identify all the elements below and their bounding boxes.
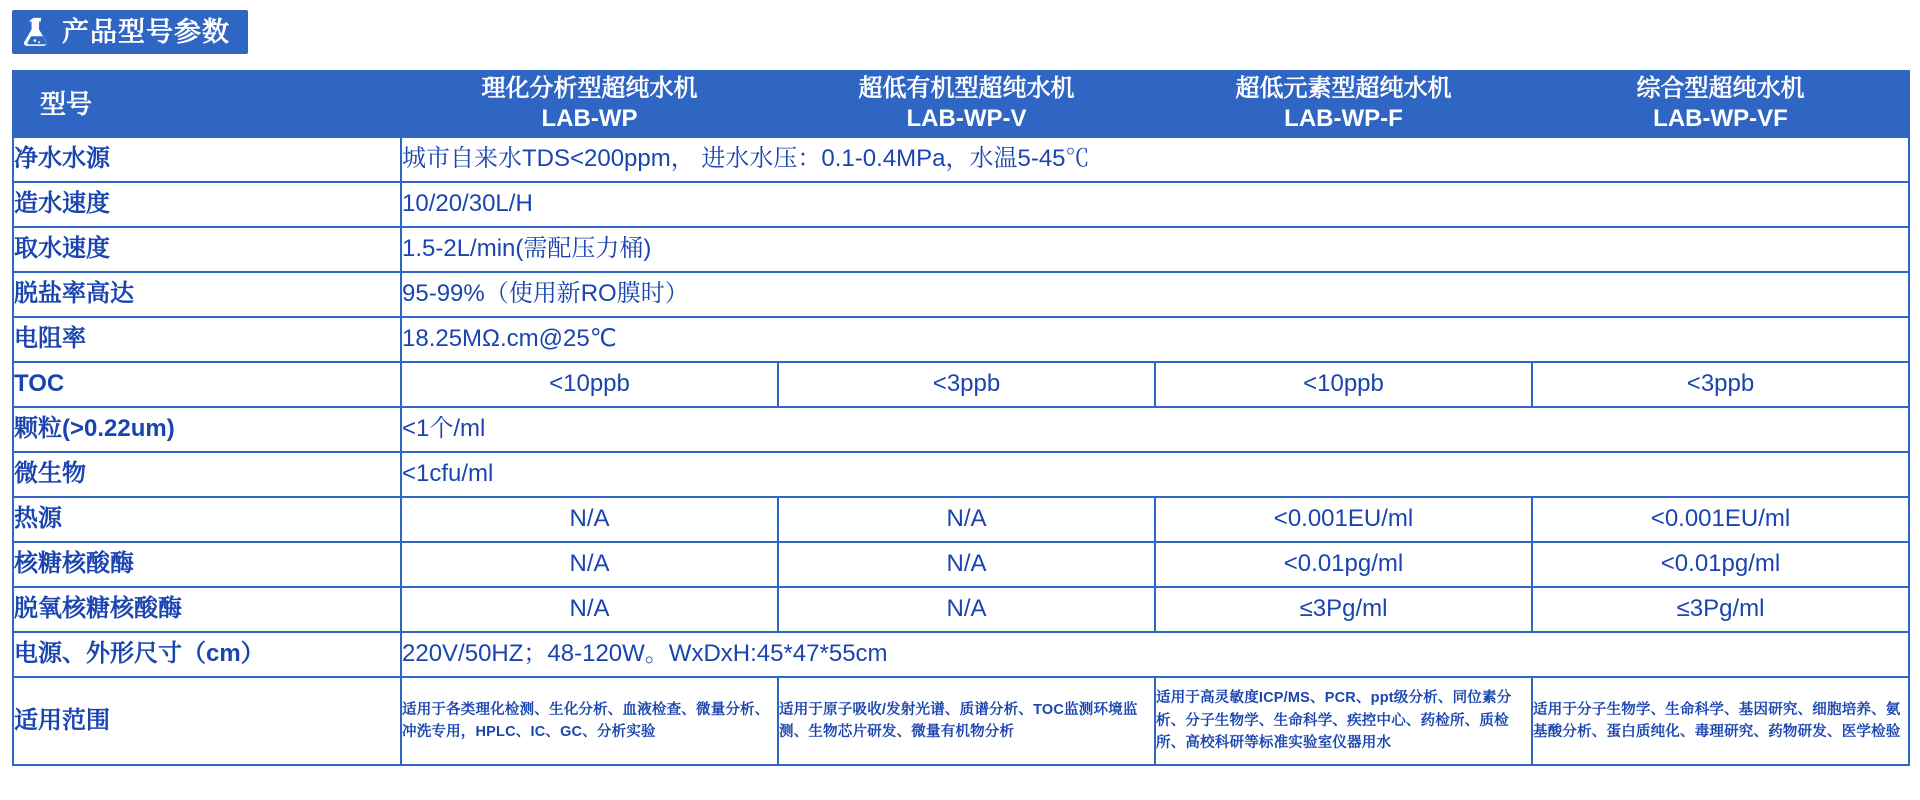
row-value: N/A xyxy=(401,587,778,632)
row-value: <10ppb xyxy=(1155,362,1532,407)
row-value-merged: 95-99%（使用新RO膜时） xyxy=(401,272,1909,317)
row-label: TOC xyxy=(13,362,401,407)
usage-value: 适用于分子生物学、生命科学、基因研究、细胞培养、氨基酸分析、蛋白质纯化、毒理研究、药物研发、医学检验 xyxy=(1532,677,1909,765)
row-value: N/A xyxy=(401,542,778,587)
table-body xyxy=(13,137,1909,765)
column-header-model-2 xyxy=(778,71,1155,137)
row-label: 脱盐率高达 xyxy=(13,272,401,317)
page-title: 产品型号参数 xyxy=(62,17,230,47)
row-value: <0.01pg/ml xyxy=(1532,542,1909,587)
table-row xyxy=(13,632,1909,677)
table-row xyxy=(13,497,1909,542)
table-row xyxy=(13,317,1909,362)
row-label: 适用范围 xyxy=(13,677,401,765)
row-value: N/A xyxy=(401,497,778,542)
column-header-model-4 xyxy=(1532,71,1909,137)
row-value-merged: 10/20/30L/H xyxy=(401,182,1909,227)
table-row xyxy=(13,452,1909,497)
row-value: <0.001EU/ml xyxy=(1155,497,1532,542)
row-label: 热源 xyxy=(13,497,401,542)
row-value-merged: 城市自来水TDS<200ppm， 进水水压：0.1-0.4MPa，水温5-45℃ xyxy=(401,137,1909,182)
row-value-merged: 18.25MΩ.cm@25℃ xyxy=(401,317,1909,362)
model-code: LAB-WP-V xyxy=(906,105,1027,132)
table-row xyxy=(13,272,1909,317)
row-value: ≤3Pg/ml xyxy=(1155,587,1532,632)
model-name: 超低有机型超纯水机 xyxy=(858,75,1075,102)
table-row xyxy=(13,587,1909,632)
table-header xyxy=(13,71,1909,137)
row-value: N/A xyxy=(778,587,1155,632)
table-row xyxy=(13,362,1909,407)
row-value: <3ppb xyxy=(778,362,1155,407)
row-value-merged: <1个/ml xyxy=(401,407,1909,452)
row-label: 造水速度 xyxy=(13,182,401,227)
row-value: <3ppb xyxy=(1532,362,1909,407)
flask-icon xyxy=(20,15,54,49)
model-code: LAB-WP xyxy=(541,105,638,132)
row-value: <0.001EU/ml xyxy=(1532,497,1909,542)
row-label: 电阻率 xyxy=(13,317,401,362)
product-spec-table xyxy=(12,70,1910,766)
table-row xyxy=(13,542,1909,587)
model-code: LAB-WP-VF xyxy=(1653,105,1788,132)
table-row xyxy=(13,407,1909,452)
header-row xyxy=(13,71,1909,137)
row-value: N/A xyxy=(778,542,1155,587)
page-title-banner xyxy=(12,10,248,54)
row-value: ≤3Pg/ml xyxy=(1532,587,1909,632)
row-label: 微生物 xyxy=(13,452,401,497)
model-name: 综合型超纯水机 xyxy=(1636,75,1805,102)
model-name: 理化分析型超纯水机 xyxy=(481,75,698,102)
row-value-merged: 220V/50HZ；48-120W。WxDxH:45*47*55cm xyxy=(401,632,1909,677)
table-row-usage xyxy=(13,677,1909,765)
model-name: 超低元素型超纯水机 xyxy=(1235,75,1452,102)
row-label: 取水速度 xyxy=(13,227,401,272)
table-row xyxy=(13,137,1909,182)
row-value-merged: 1.5-2L/min(需配压力桶) xyxy=(401,227,1909,272)
row-value: N/A xyxy=(778,497,1155,542)
table-row xyxy=(13,182,1909,227)
row-value: <0.01pg/ml xyxy=(1155,542,1532,587)
usage-value: 适用于高灵敏度ICP/MS、PCR、ppt级分析、同位素分析、分子生物学、生命科学、疾控中心、药检所、质检所、高校科研等标准实验室仪器用水 xyxy=(1155,677,1532,765)
row-value-merged: <1cfu/ml xyxy=(401,452,1909,497)
row-label: 颗粒(>0.22um) xyxy=(13,407,401,452)
row-label: 电源、外形尺寸（cm） xyxy=(13,632,401,677)
table-row xyxy=(13,227,1909,272)
row-label: 净水水源 xyxy=(13,137,401,182)
column-header-model-3 xyxy=(1155,71,1532,137)
row-value: <10ppb xyxy=(401,362,778,407)
column-header-label: 型号 xyxy=(13,71,401,137)
model-code: LAB-WP-F xyxy=(1284,105,1403,132)
row-label: 核糖核酸酶 xyxy=(13,542,401,587)
usage-value: 适用于原子吸收/发射光谱、质谱分析、TOC监测环境监测、生物芯片研发、微量有机物分析 xyxy=(778,677,1155,765)
column-header-model-1 xyxy=(401,71,778,137)
row-label: 脱氧核糖核酸酶 xyxy=(13,587,401,632)
usage-value: 适用于各类理化检测、生化分析、血液检查、微量分析、冲洗专用，HPLC、IC、GC、分析实验 xyxy=(401,677,778,765)
